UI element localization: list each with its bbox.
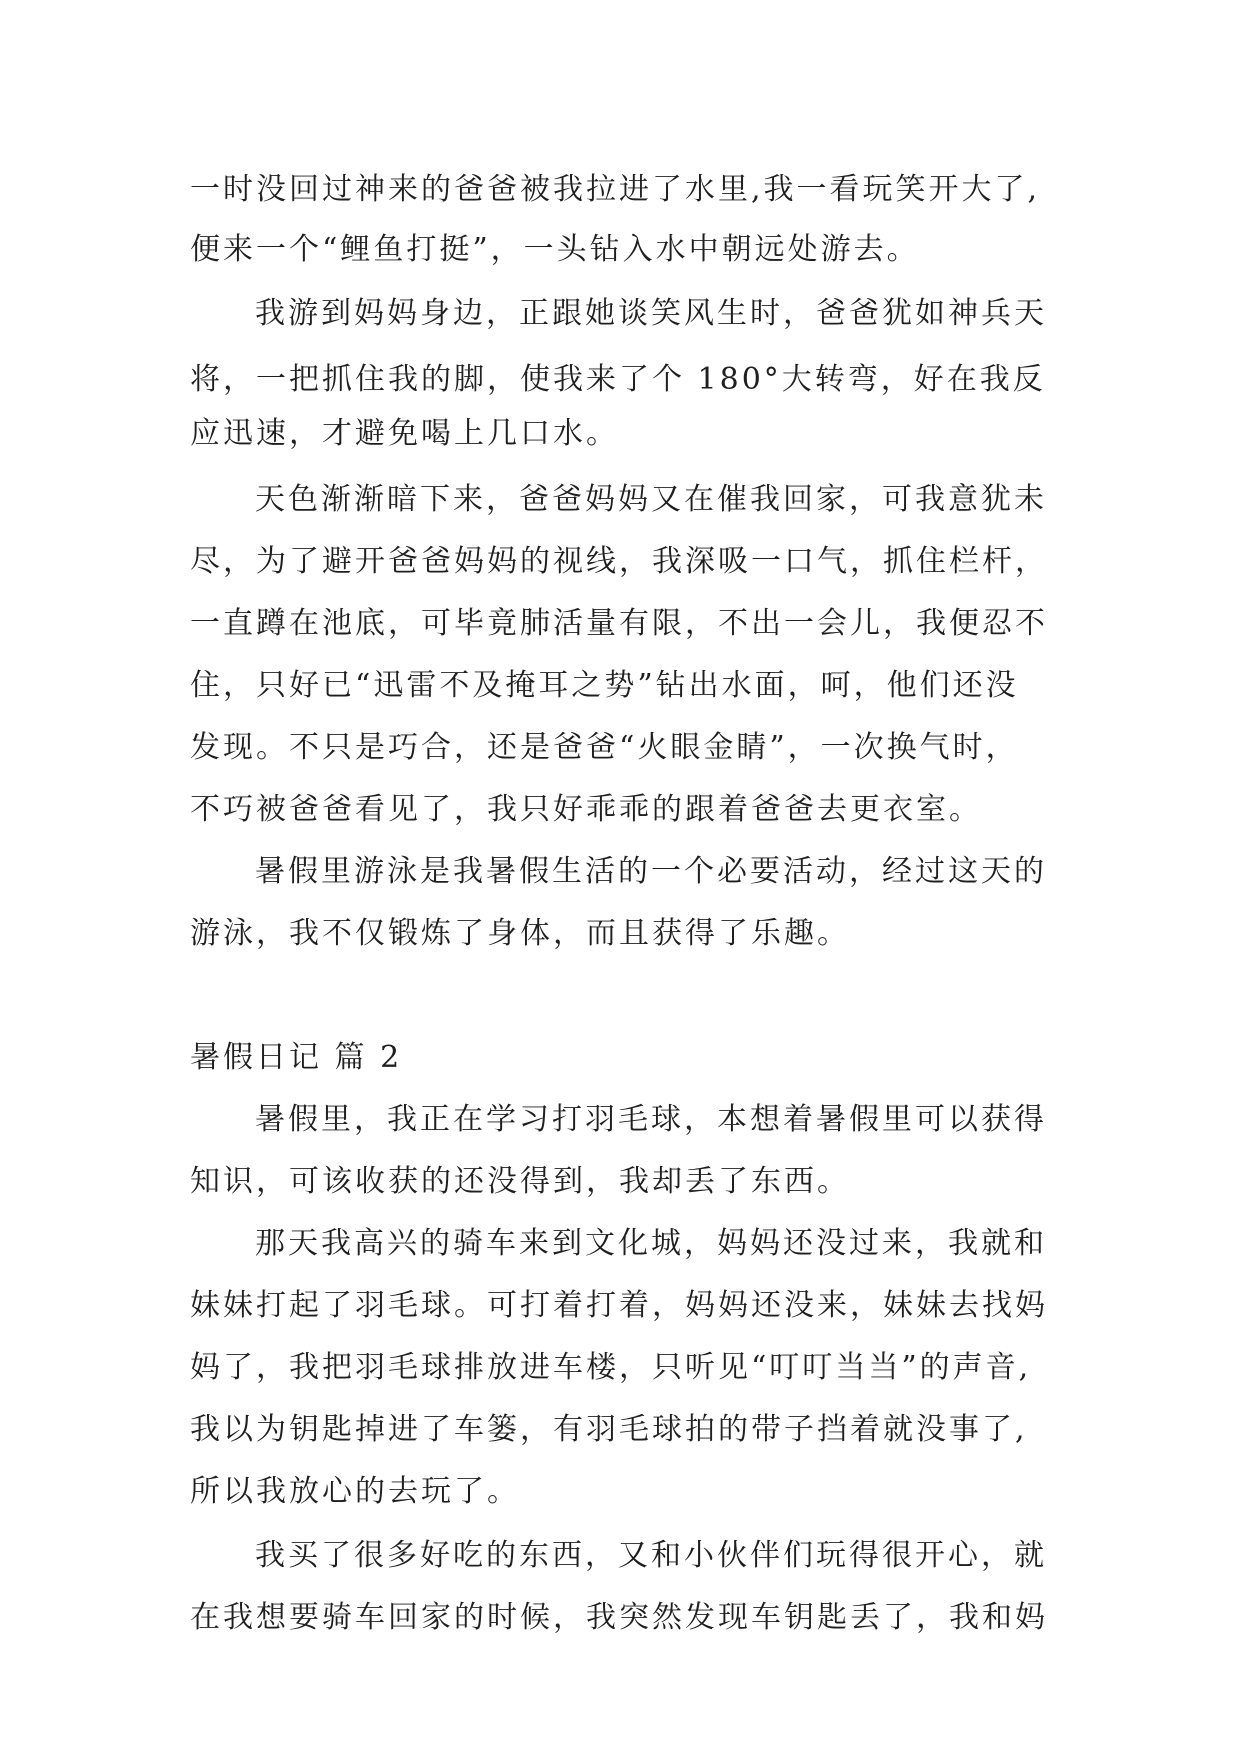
text-line: 便来一个“鲤鱼打挺”，一头钻入水中朝远处游去。 xyxy=(190,232,920,267)
text-line: 尽，为了避开爸爸妈妈的视线，我深吸一口气，抓住栏杆， xyxy=(190,544,1048,579)
text-line: 我以为钥匙掉进了车篓，有羽毛球拍的带子挡着就没事了, xyxy=(190,1412,1028,1447)
text-line: 我游到妈妈身边，正跟她谈笑风生时，爸爸犹如神兵天 xyxy=(255,296,1047,331)
text-line: 我买了很多好吃的东西，又和小伙伴们玩得很开心，就 xyxy=(255,1538,1047,1573)
text-line: 所以我放心的去玩了。 xyxy=(190,1474,520,1509)
text-line: 游泳，我不仅锻炼了身体，而且获得了乐趣。 xyxy=(190,916,850,951)
section-heading: 暑假日记 篇 2 xyxy=(190,1040,403,1075)
text-line: 天色渐渐暗下来，爸爸妈妈又在催我回家，可我意犹未 xyxy=(255,482,1047,517)
text-line: 住，只好已“迅雷不及掩耳之势”钻出水面，呵，他们还没 xyxy=(190,668,1019,703)
text-line: 在我想要骑车回家的时候，我突然发现车钥匙丢了，我和妈 xyxy=(190,1600,1048,1635)
text-line: 那天我高兴的骑车来到文化城，妈妈还没过来，我就和 xyxy=(255,1226,1047,1261)
text-line: 知识，可该收获的还没得到，我却丢了东西。 xyxy=(190,1164,850,1199)
text-line: 一直蹲在池底，可毕竟肺活量有限，不出一会儿，我便忍不 xyxy=(190,606,1048,641)
text-line: 暑假里游泳是我暑假生活的一个必要活动，经过这天的 xyxy=(255,854,1047,889)
text-line: 一时没回过神来的爸爸被我拉进了水里,我一看玩笑开大了, xyxy=(190,172,1041,207)
text-line: 不巧被爸爸看见了，我只好乖乖的跟着爸爸去更衣室。 xyxy=(190,792,982,827)
text-line: 暑假里，我正在学习打羽毛球，本想着暑假里可以获得 xyxy=(255,1102,1047,1137)
text-line: 发现。不只是巧合，还是爸爸“火眼金睛”，一次换气时， xyxy=(190,730,1019,765)
text-line: 妹妹打起了羽毛球。可打着打着，妈妈还没来，妹妹去找妈 xyxy=(190,1288,1048,1323)
text-line: 将，一把抓住我的脚，使我来了个 180°大转弯，好在我反 xyxy=(190,362,1046,397)
text-line: 妈了，我把羽毛球排放进车楼，只听见“叮叮当当”的声音, xyxy=(190,1350,1032,1385)
text-line: 应迅速，才避免喝上几口水。 xyxy=(190,416,619,451)
